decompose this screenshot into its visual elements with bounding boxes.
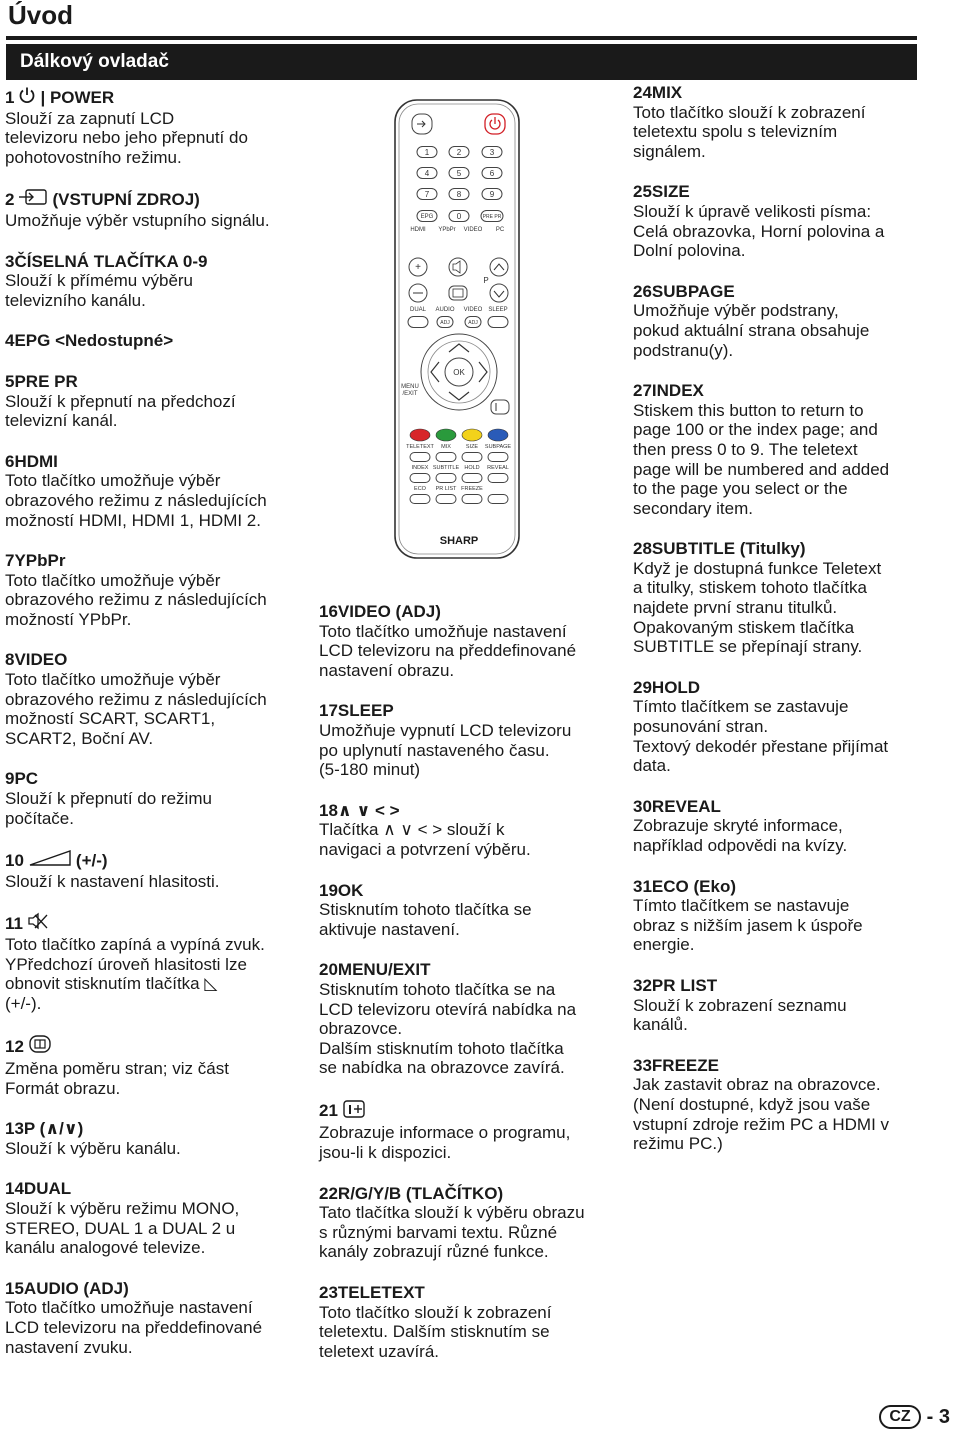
item-description: Toto tlačítko zapíná a vypíná zvuk. YPředchozí úroveň hlasitosti lze obnovit stisknutím tlačítka ◺ (+/-). xyxy=(5,935,265,1013)
item-label: SUBTITLE (Titulky) xyxy=(651,539,806,559)
item-heading xyxy=(5,769,305,789)
source-label-2: VIDEO xyxy=(463,227,483,233)
page-footer xyxy=(879,1405,950,1429)
item-32 xyxy=(633,976,933,1035)
tt2-label-0: INDEX xyxy=(411,465,429,471)
item-description: Slouží k výběru kanálu. xyxy=(5,1138,181,1158)
item-number: 1 xyxy=(5,87,15,107)
column-2 xyxy=(319,602,619,1361)
item-label: HDMI xyxy=(14,451,58,471)
digit-button-7-label: 7 xyxy=(424,189,430,199)
item-11 xyxy=(5,912,305,1013)
item-number: 2 xyxy=(5,189,15,209)
item-33 xyxy=(633,1056,933,1154)
item-description: Toto tlačítko umožňuje nastavení LCD televizoru na předdefinované nastavení obrazu. xyxy=(319,621,577,680)
item-label: MIX xyxy=(651,83,683,102)
item-number: 9 xyxy=(5,769,15,789)
item-number: 20 xyxy=(319,960,338,980)
column-1 xyxy=(5,86,305,1357)
item-number: 23 xyxy=(319,1283,338,1303)
digit-button-3-label: 3 xyxy=(489,147,495,157)
item-number: 32 xyxy=(633,975,652,995)
item-label: AUDIO (ADJ) xyxy=(23,1278,129,1298)
item-heading xyxy=(319,801,619,821)
item-description: Toto tlačítko umožňuje výběr obrazového režimu z následujících možností YPbPr. xyxy=(5,570,267,629)
item-2 xyxy=(5,188,305,230)
func-label-0: DUAL xyxy=(409,307,427,313)
menu-label: MENU xyxy=(401,384,419,390)
item-label: OK xyxy=(337,880,364,900)
item-heading xyxy=(319,701,619,721)
tt2-button-1 xyxy=(436,474,456,483)
item-description: Slouží k přepnutí na předchozí televizní kanál. xyxy=(5,391,236,431)
item-number: 10 xyxy=(5,850,24,870)
item-description: Slouží k přímému výběru televizního kanálu. xyxy=(5,271,194,310)
item-label: MENU/EXIT xyxy=(337,960,431,980)
tt2-label-2: HOLD xyxy=(464,465,480,471)
dual-button xyxy=(408,317,428,328)
aspect-ratio-icon xyxy=(28,1034,52,1059)
item-label: SLEEP xyxy=(337,701,394,721)
item-number: 8 xyxy=(5,650,15,670)
item-label: ČÍSELNÁ TLAČÍTKA 0-9 xyxy=(14,251,208,271)
tt3-button-2 xyxy=(462,495,482,504)
item-label: PRE PR xyxy=(14,371,78,391)
item-heading xyxy=(633,282,933,302)
item-description: Toto tlačítko umožňuje nastavení LCD televizoru na předdefinované nastavení zvuku. xyxy=(5,1298,263,1357)
item-number: 28 xyxy=(633,539,652,559)
item-15 xyxy=(5,1279,305,1357)
item-label: VIDEO xyxy=(14,650,68,670)
item-description: Jak zastavit obraz na obrazovce. (Není dostupné, když jsou vaše vstupní zdroje režim PC a HDMI v režimu PC.) xyxy=(633,1075,890,1154)
item-heading xyxy=(633,976,933,996)
tt2-button-0 xyxy=(410,474,430,483)
item-description: Slouží za zapnutí LCD televizoru nebo jeho přepnutí do pohotovostního režimu. xyxy=(5,108,248,167)
item-label: (VSTUPNÍ ZDROJ) xyxy=(52,189,200,209)
item-label: | POWER xyxy=(40,87,115,107)
item-heading xyxy=(319,881,619,901)
item-label: YPbPr xyxy=(14,551,66,571)
item-description: Slouží k přepnutí do režimu počítače. xyxy=(5,789,212,828)
item-number: 33 xyxy=(633,1055,652,1075)
digit-button-1-label: 1 xyxy=(424,147,430,157)
tt1-button-2 xyxy=(462,453,482,462)
item-label: SUBPAGE xyxy=(651,281,735,301)
item-14 xyxy=(5,1179,305,1257)
item-label: SIZE xyxy=(651,182,690,202)
item-number: 12 xyxy=(5,1036,24,1056)
source-label-1: YPbPr xyxy=(438,227,456,233)
item-description: Tímto tlačítkem se nastavuje obraz s nižším jasem k úspoře energie. xyxy=(633,896,863,955)
item-description: Umožňuje výběr vstupního signálu. xyxy=(5,210,270,230)
color-button-2 xyxy=(462,429,482,441)
tt1-label-2: SIZE xyxy=(465,444,479,450)
item-heading xyxy=(5,331,305,351)
item-heading xyxy=(319,1099,619,1124)
item-number: 27 xyxy=(633,381,652,401)
item-12 xyxy=(5,1034,305,1098)
item-number: 21 xyxy=(319,1101,338,1121)
item-number: 6 xyxy=(5,451,15,471)
item-1 xyxy=(5,86,305,167)
item-description: Když je dostupná funkce Teletext a titulky, stiskem tohoto tlačítka najdete první stranu titulků. Opakovaným stiskem tlačítka SUBTITLE se přepínají strany. xyxy=(633,558,882,657)
item-28 xyxy=(633,539,933,657)
page-title: Úvod xyxy=(8,0,73,30)
item-number: 13 xyxy=(5,1119,24,1139)
digit-button-4-label: 4 xyxy=(424,168,430,178)
tt3-label-0: ECO xyxy=(414,486,426,492)
item-label: VIDEO (ADJ) xyxy=(337,602,441,621)
tt2-button-2 xyxy=(462,474,482,483)
page-number: - 3 xyxy=(926,1405,950,1428)
item-heading xyxy=(5,1179,305,1199)
func-label-3: SLEEP xyxy=(488,307,508,313)
tt3-label-2: FREEZE xyxy=(461,486,483,492)
item-8 xyxy=(5,650,305,748)
item-25 xyxy=(633,182,933,260)
item-description: Slouží k nastavení hlasitosti. xyxy=(5,871,220,891)
item-description: Změna poměru stran; viz část Formát obrazu. xyxy=(5,1058,229,1098)
mute-button xyxy=(449,258,467,276)
section-header: Dálkový ovladač xyxy=(6,44,917,80)
item-31 xyxy=(633,877,933,955)
item-heading xyxy=(5,1279,305,1299)
item-label: ∧ ∨ < > xyxy=(337,800,400,820)
item-number: 19 xyxy=(319,880,338,900)
language-badge: CZ xyxy=(879,1405,920,1429)
item-number: 14 xyxy=(5,1179,24,1199)
item-description: Toto tlačítko slouží k zobrazení teletextu spolu s televizním signálem. xyxy=(633,102,866,161)
p-label: P xyxy=(483,276,489,285)
prepr-button-label: PRE PR xyxy=(482,213,502,220)
item-number: 31 xyxy=(633,876,652,896)
item-heading xyxy=(5,86,305,109)
tt1-label-1: MIX xyxy=(441,444,451,450)
item-description: Stisknutím tohoto tlačítka se na LCD televizoru otevírá nabídka na obrazovce. Dalším stisknutím tohoto tlačítka se nabídka na obrazovce zavírá. xyxy=(319,979,577,1078)
color-button-1 xyxy=(436,429,456,441)
item-number: 17 xyxy=(319,701,338,721)
item-18 xyxy=(319,801,619,860)
item-heading xyxy=(5,912,305,935)
tt1-label-3: SUBPAGE xyxy=(484,444,512,450)
item-10 xyxy=(5,849,305,891)
item-description: Stiskem this button to return to page 100 or the index page; and then press 0 to 9. The teletext page will be numbered and added to the page you select or the secondary item. xyxy=(633,400,890,518)
item-20 xyxy=(319,960,619,1078)
item-heading xyxy=(5,849,305,872)
item-label: P (∧/∨) xyxy=(23,1119,84,1139)
item-22 xyxy=(319,1184,619,1262)
tt3-button-3 xyxy=(488,495,508,504)
item-heading xyxy=(5,252,305,272)
item-heading xyxy=(633,877,933,897)
item-label: PC xyxy=(14,769,39,789)
item-label: EPG <Nedostupné> xyxy=(14,331,174,351)
tt2-button-3 xyxy=(488,474,508,483)
item-heading xyxy=(319,1184,619,1204)
item-number: 7 xyxy=(5,551,15,571)
tt3-button-0 xyxy=(410,495,430,504)
volume-up-label: + xyxy=(415,262,421,273)
video-adj-button-label: ADJ xyxy=(468,319,478,326)
source-label-3: PC xyxy=(495,227,505,233)
channel-up-button xyxy=(490,258,508,276)
digit-button-5-label: 5 xyxy=(456,168,462,178)
item-number: 24 xyxy=(633,83,652,102)
power-icon xyxy=(18,86,36,109)
item-3 xyxy=(5,252,305,311)
item-number: 3 xyxy=(5,251,15,271)
tt1-button-3 xyxy=(488,453,508,462)
item-heading xyxy=(5,452,305,472)
item-19 xyxy=(319,881,619,940)
item-heading xyxy=(319,602,619,622)
func-label-1: AUDIO xyxy=(435,307,455,313)
item-number: 5 xyxy=(5,371,15,391)
item-label: INDEX xyxy=(651,381,704,401)
item-26 xyxy=(633,282,933,360)
item-6 xyxy=(5,452,305,530)
digit-button-8-label: 8 xyxy=(456,189,462,199)
channel-down-button xyxy=(490,284,508,302)
epg-button-label: EPG xyxy=(420,214,434,221)
source-label-0: HDMI xyxy=(410,227,426,233)
aspect-button xyxy=(449,286,467,300)
item-number: 26 xyxy=(633,281,652,301)
item-heading xyxy=(319,960,619,980)
item-5 xyxy=(5,372,305,431)
digit-button-6-label: 6 xyxy=(489,168,495,178)
item-description: Stisknutím tohoto tlačítka se aktivuje nastavení. xyxy=(319,900,532,939)
item-label: REVEAL xyxy=(651,796,721,816)
color-button-0 xyxy=(410,429,430,441)
item-label: R/G/Y/B (TLAČÍTKO) xyxy=(337,1183,504,1203)
item-description: Toto tlačítko umožňuje výběr obrazového režimu z následujících možností HDMI, HDMI 1, HDMI 2. xyxy=(5,471,267,530)
item-30 xyxy=(633,797,933,856)
digit-button-2-label: 2 xyxy=(456,147,462,157)
item-29 xyxy=(633,678,933,776)
item-7 xyxy=(5,551,305,629)
item-number: 11 xyxy=(5,913,23,933)
item-description: Slouží k výběru režimu MONO, STEREO, DUAL 1 a DUAL 2 u kanálu analogové televize. xyxy=(5,1198,240,1258)
item-heading xyxy=(5,372,305,392)
item-label: PR LIST xyxy=(651,975,718,995)
item-13 xyxy=(5,1119,305,1158)
tt1-label-0: TELETEXT xyxy=(406,444,434,450)
column-3 xyxy=(633,83,933,1154)
item-24 xyxy=(633,83,933,161)
digit-button-9-label: 9 xyxy=(489,189,495,199)
item-heading xyxy=(319,1283,619,1303)
sleep-button xyxy=(488,317,508,328)
item-description: Tímto tlačítkem se zastavuje posunování stran. Textový dekodér přestane přijímat data. xyxy=(633,697,889,776)
item-number: 18 xyxy=(319,800,338,820)
func-label-2: VIDEO xyxy=(463,307,483,313)
item-description: Toto tlačítko umožňuje výběr obrazového režimu z následujících možností SCART, SCART1, SCART2, Boční AV. xyxy=(5,670,267,748)
item-description: Tato tlačítka slouží k výběru obrazu s různými barvami textu. Různé kanály zobrazují různé funkce. xyxy=(319,1203,585,1262)
item-description: Zobrazuje skryté informace, například odpovědi na kvízy. xyxy=(633,816,848,855)
item-27 xyxy=(633,381,933,518)
item-number: 22 xyxy=(319,1183,338,1203)
ok-label: OK xyxy=(453,368,465,377)
item-description: Slouží k zobrazení seznamu kanálů. xyxy=(633,995,847,1035)
item-heading xyxy=(633,182,933,202)
title-rule xyxy=(6,36,917,40)
item-heading xyxy=(5,1034,305,1059)
item-16 xyxy=(319,602,619,680)
item-21 xyxy=(319,1099,619,1163)
tt3-button-1 xyxy=(436,495,456,504)
item-heading xyxy=(633,797,933,817)
item-heading xyxy=(633,539,933,559)
item-heading xyxy=(5,650,305,670)
item-description: Tlačítka ∧ ∨ < > slouží k navigaci a potvrzení výběru. xyxy=(319,820,531,859)
item-number: 16 xyxy=(319,602,338,621)
tt3-label-1: PR LIST xyxy=(435,486,457,492)
item-17 xyxy=(319,701,619,779)
exit-label: /EXIT xyxy=(402,391,418,397)
item-description: Toto tlačítko slouží k zobrazení teletextu. Dalším stisknutím se teletext uzavírá. xyxy=(319,1302,552,1361)
item-label: ECO (Eko) xyxy=(651,876,736,896)
remote-control-illustration xyxy=(390,96,524,566)
item-label: TELETEXT xyxy=(337,1283,425,1303)
item-description: Umožňuje výběr podstrany, pokud aktuální strana obsahuje podstranu(y). xyxy=(633,301,870,360)
item-number: 25 xyxy=(633,182,652,202)
item-number: 4 xyxy=(5,331,15,351)
item-description: Umožňuje vypnutí LCD televizoru po uplynutí nastaveného času. (5-180 minut) xyxy=(319,720,572,780)
tt2-label-3: REVEAL xyxy=(487,465,509,471)
audio-adj-button-label: ADJ xyxy=(440,319,450,326)
item-heading xyxy=(633,381,933,401)
tt2-label-1: SUBTITLE xyxy=(432,465,460,471)
item-number: 30 xyxy=(633,796,652,816)
item-heading xyxy=(633,1056,933,1076)
item-heading xyxy=(633,83,933,103)
volume-icon xyxy=(28,849,72,872)
item-23 xyxy=(319,1283,619,1361)
digit-button-0-label: 0 xyxy=(456,211,462,221)
item-label: HOLD xyxy=(651,677,701,697)
info-icon xyxy=(342,1099,366,1124)
item-heading xyxy=(5,551,305,571)
tt1-button-0 xyxy=(410,453,430,462)
tt1-button-1 xyxy=(436,453,456,462)
item-9 xyxy=(5,769,305,828)
brand-logo: SHARP xyxy=(439,535,479,547)
mute-icon xyxy=(27,912,49,935)
item-label: (+/-) xyxy=(75,850,108,870)
item-heading xyxy=(5,188,305,211)
item-description: Slouží k úpravě velikosti písma: Celá obrazovka, Horní polovina a Dolní polovina. xyxy=(633,201,885,261)
info-button xyxy=(491,400,509,414)
item-label: DUAL xyxy=(23,1179,72,1199)
color-button-3 xyxy=(488,429,508,441)
input-source-icon xyxy=(18,188,48,211)
item-label: FREEZE xyxy=(651,1055,719,1075)
item-description: Zobrazuje informace o programu, jsou-li k dispozici. xyxy=(319,1123,571,1163)
item-heading xyxy=(5,1119,305,1139)
item-4 xyxy=(5,331,305,351)
item-heading xyxy=(633,678,933,698)
item-number: 29 xyxy=(633,677,652,697)
item-number: 15 xyxy=(5,1278,24,1298)
